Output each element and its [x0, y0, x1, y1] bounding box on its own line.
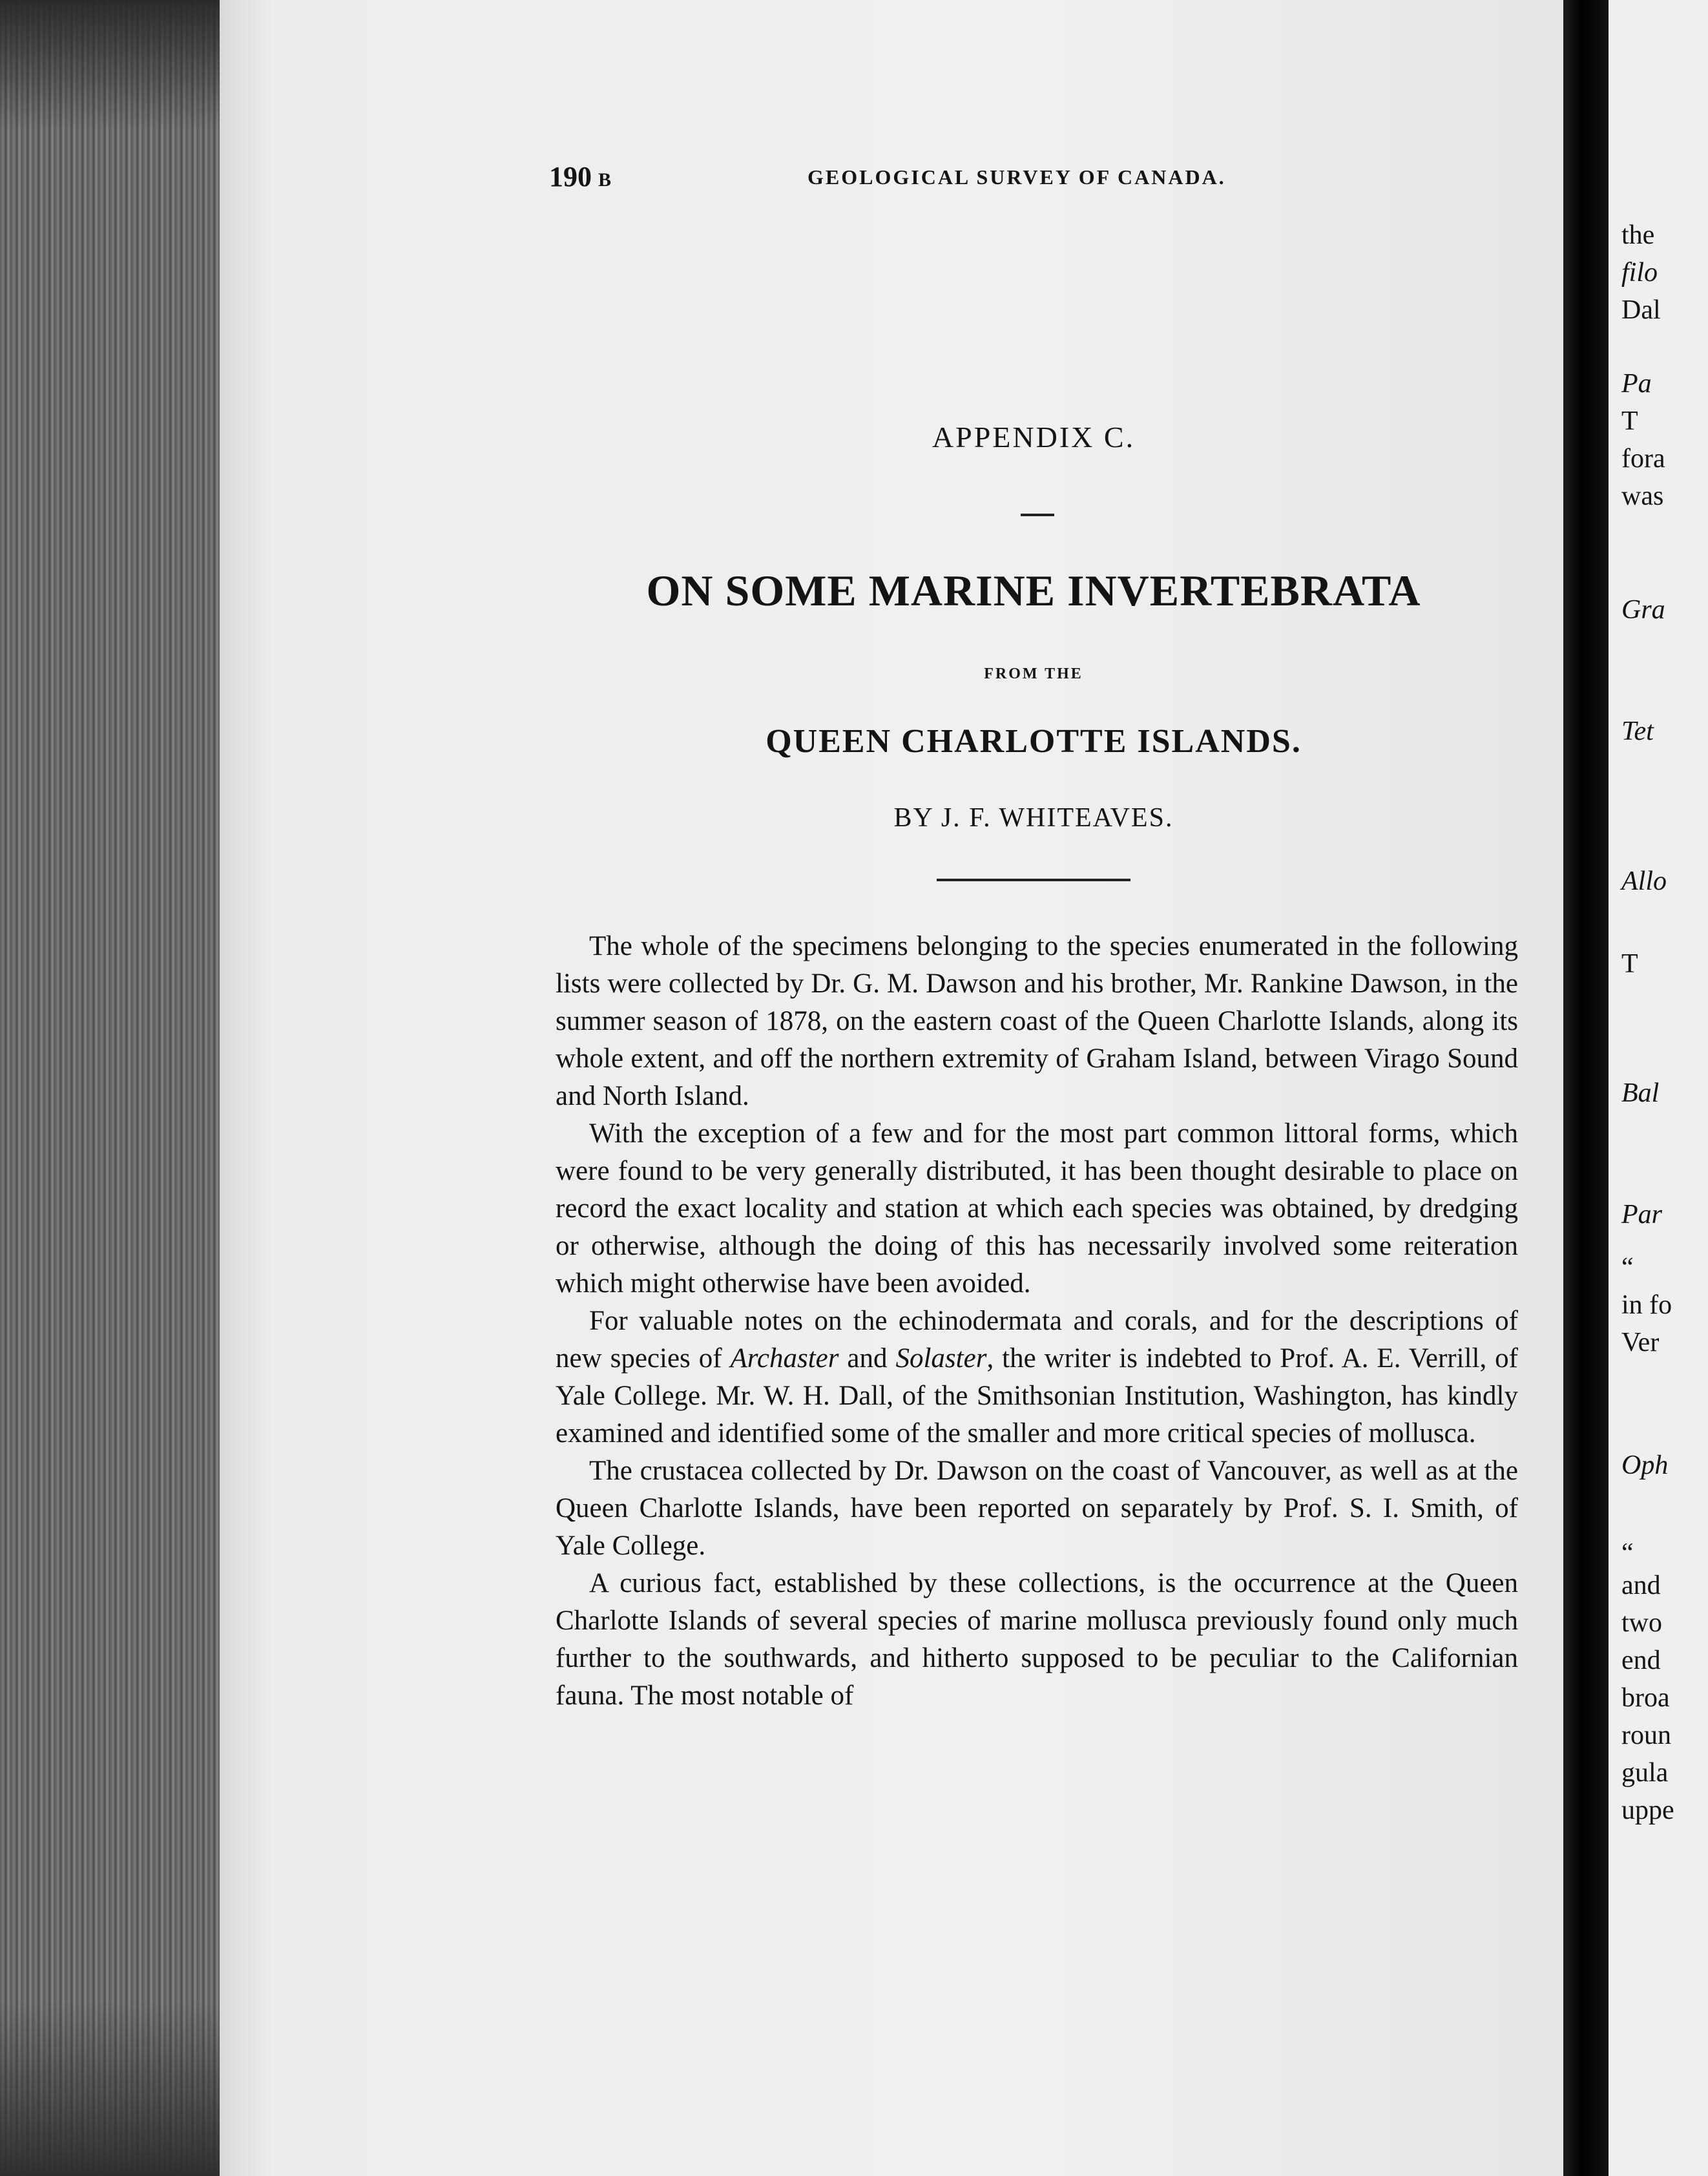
running-head-title: GEOLOGICAL SURVEY OF CANADA. [807, 165, 1226, 189]
fragment: gula [1621, 1758, 1669, 1788]
page-number: 190 B [549, 161, 612, 193]
fragment: Bal [1621, 1078, 1660, 1108]
adjacent-page [1609, 0, 1708, 2176]
heading-dash [1021, 514, 1054, 516]
paragraph-4: The crustacea collected by Dr. Dawson on the coast of Vancouver, as well as at the Queen Charlotte Islands, have been reported on separately by Prof. S. I. Smith, of Yale College. [556, 1456, 1518, 1561]
fragment: Oph [1621, 1450, 1669, 1480]
fragment: in fo [1621, 1290, 1672, 1320]
fragment: uppe [1621, 1795, 1674, 1825]
genus-solaster: Solaster [895, 1343, 987, 1374]
fragment: Par [1621, 1200, 1662, 1229]
body-text [556, 928, 1518, 1715]
fragment: fora [1621, 444, 1665, 474]
fragment: Gra [1621, 595, 1665, 625]
author-byline: BY J. F. WHITEAVES. [893, 803, 1174, 833]
fragment: T [1621, 949, 1638, 979]
fragment: broa [1621, 1683, 1670, 1713]
fragment: Pa [1621, 369, 1652, 399]
paragraph-1: The whole of the specimens belonging to the species enumerated in the following lists were collected by Dr. G. M. Dawson and his brother, Mr. Rankine Dawson, in the summer season of 1878, on the eastern coast of the Queen Charlotte Islands, along its whole extent, and off the northern extremity of Graham Island, between Virago Sound and North Island. [556, 931, 1518, 1111]
appendix-label: APPENDIX C. [932, 421, 1136, 454]
paragraph-5: A curious fact, established by these collections, is the occurrence at the Queen Charlotte Islands of several species of marine mollusca previously found only much further to the southwards, and hitherto supposed to be peculiar to the Californian fauna. The most notable of [556, 1568, 1518, 1711]
fragment: Tet [1621, 717, 1654, 746]
from-the-label: FROM THE [984, 665, 1083, 682]
fragment: roun [1621, 1721, 1671, 1750]
fragment: two [1621, 1608, 1662, 1638]
fragment: end [1621, 1646, 1661, 1675]
article-subtitle: QUEEN CHARLOTTE ISLANDS. [765, 723, 1302, 760]
fragment: Ver [1621, 1328, 1660, 1357]
paragraph-2: With the exception of a few and for the most part common littoral forms, which were found to be very generally distributed, it has been thought desirable to place on record the exact locality and station at which each species was obtained, by dredging or otherwise, although the doing of this has necessarily involved some reiteration which might otherwise have been avoided. [556, 1118, 1518, 1299]
article-title: ON SOME MARINE INVERTEBRATA [646, 566, 1421, 615]
fragment: Allo [1621, 866, 1667, 896]
fragment: “ [1621, 1253, 1634, 1282]
fragment: “ [1621, 1538, 1634, 1568]
fragment: and [1621, 1571, 1661, 1600]
book-edge-shadow [0, 0, 220, 2176]
paragraph-3: For valuable notes on the echinodermata and corals, and for the descriptions of new species of Archaster and Solaster, the writer is indebted to Prof. A. E. Verrill, of Yale College. Mr. W. H. Dall, of the Smithsonian Institution, Washington, has kindly examined and identified some of the smaller and more critical species of mollusca. [556, 1306, 1518, 1449]
running-head [549, 160, 1260, 199]
fragment: filo [1621, 258, 1658, 288]
fragment: T [1621, 406, 1638, 436]
genus-archaster: Archaster [730, 1343, 839, 1374]
book-gutter [1563, 0, 1609, 2176]
fragment: was [1621, 481, 1664, 511]
fragment: Dal [1621, 295, 1661, 325]
heading-rule [937, 879, 1130, 881]
fragment: the [1621, 220, 1655, 250]
page-suffix: B [598, 169, 612, 191]
